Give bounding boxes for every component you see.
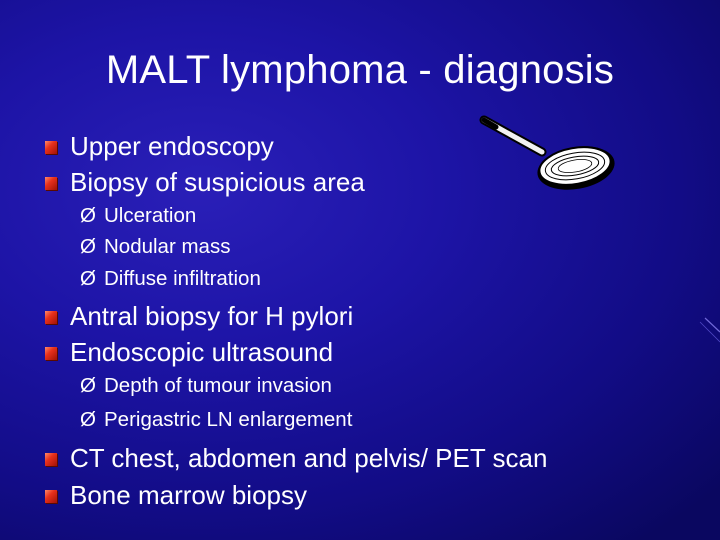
bullet-text: Antral biopsy for H pylori	[70, 301, 354, 331]
arrow-bullet-icon: Ø	[80, 408, 96, 431]
slide-title: MALT lymphoma - diagnosis	[105, 48, 615, 92]
arrow-bullet-icon: Ø	[80, 204, 96, 227]
bullet-text: CT chest, abdomen and pelvis/ PET scan	[70, 443, 548, 473]
sub-bullet-text: Nodular mass	[104, 235, 231, 258]
arrow-bullet-icon: Ø	[80, 235, 96, 258]
magnifying-glass-icon	[476, 108, 622, 198]
red-square-bullet-icon	[45, 347, 57, 360]
red-square-bullet-icon	[45, 311, 57, 324]
red-square-bullet-icon	[45, 453, 57, 466]
bullet-text: Upper endoscopy	[70, 131, 274, 161]
arrow-bullet-icon: Ø	[80, 267, 96, 290]
red-square-bullet-icon	[45, 490, 57, 503]
bullet-text: Biopsy of suspicious area	[70, 167, 365, 197]
sub-bullet-text: Diffuse infiltration	[104, 267, 261, 290]
bullet-text: Bone marrow biopsy	[70, 480, 307, 510]
red-square-bullet-icon	[45, 141, 57, 154]
bullet-text: Endoscopic ultrasound	[70, 337, 334, 367]
arrow-bullet-icon: Ø	[80, 374, 96, 397]
sub-bullet-text: Depth of tumour invasion	[104, 374, 332, 397]
sub-bullet-text: Ulceration	[104, 204, 197, 227]
sub-bullet-text: Perigastric LN enlargement	[104, 408, 353, 431]
red-square-bullet-icon	[45, 177, 57, 190]
